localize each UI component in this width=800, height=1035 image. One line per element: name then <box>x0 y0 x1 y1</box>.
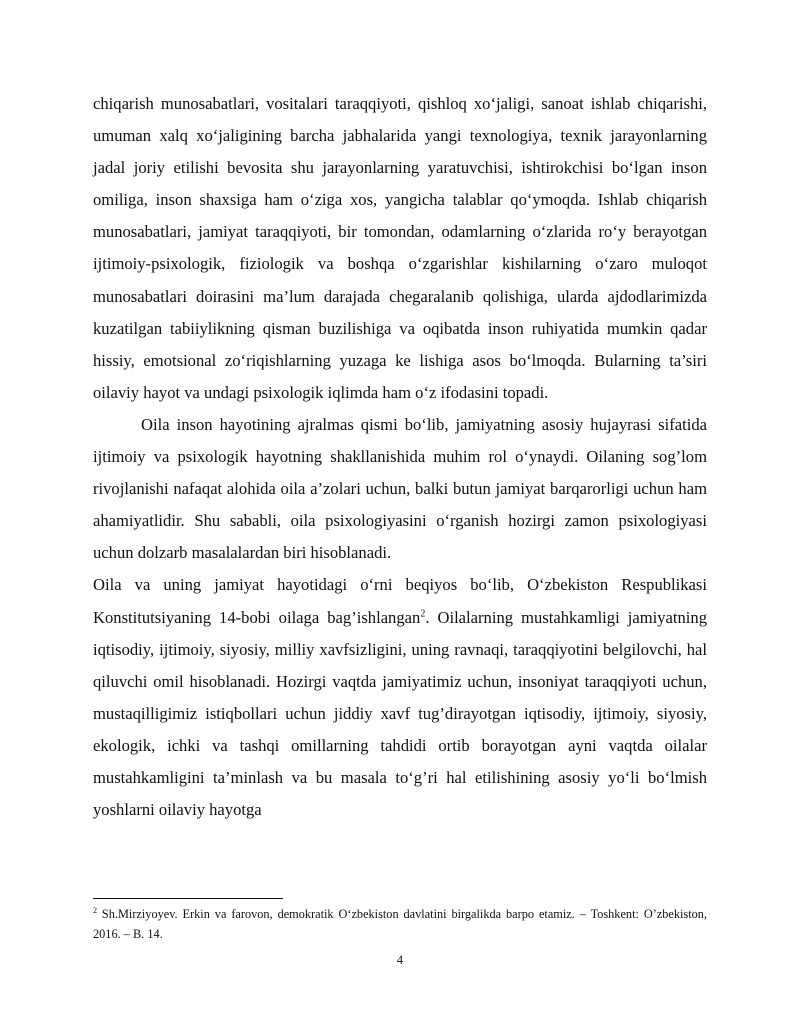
paragraph-constitution <box>93 569 707 826</box>
body-text <box>93 88 707 826</box>
footnote-reference[interactable]: 2 <box>420 607 426 619</box>
paragraph-constitution-text: Oila va uning jamiyat hayotidagi o‘rni beqiyos bo‘lib, O‘zbekiston Respublikasi Konstitutsiyaning 14-bobi oilaga bag’ishlangan <box>93 575 707 627</box>
page-number: 4 <box>396 953 404 967</box>
footnote-separator <box>93 898 283 899</box>
footnote <box>93 905 707 944</box>
paragraph-family-role: Oila inson hayotining ajralmas qismi bo‘lib, jamiyatning asosiy hujayrasi sifatida ijtimoiy va psixologik hayotning shakllanishida muhim rol o‘ynaydi. Oilaning sog’lom rivojlanishi nafaqat alohida oila a’zolari uchun, balki butun jamiyat barqarorligi uchun ham ahamiyatlidir. Shu sababli, oila psixologiyasini o‘rganish hozirgi zamon psixologiyasi uchun dolzarb masalalardan biri hisoblanadi. <box>93 414 707 563</box>
footnote-text: Sh.Mirziyoyev. Erkin va farovon, demokratik O‘zbekiston davlatini birgalikda barpo etamiz. – Toshkent: O’zbekiston, 2016. – B. 14. <box>93 907 707 941</box>
footnote-number: 2 <box>93 905 97 915</box>
paragraph-constitution-text-cont: . Oilalarning mustahkamligi jamiyatning iqtisodiy, ijtimoiy, siyosiy, milliy xavfsizligini, uning ravnaqi, taraqqiyotini belgilovchi, hal qiluvchi omil hisoblanadi. Hozirgi vaqtda jamiyatimiz uchun, insoniyat taraqqiyoti uchun, mustaqilligimiz istiqbollari uchun jiddiy xavf tug’dirayotgan iqtisodiy, ijtimoiy, siyosiy, ekologik, ichki va tashqi omillarning tahdidi ortib borayotgan ayni vaqtda oilalar mustahkamligini ta’minlash va bu masala to‘g’ri hal etilishining asosiy yo‘li bo‘lmish yoshlarni oilaviy hayotga <box>93 607 707 820</box>
paragraph-continuation: chiqarish munosabatlari, vositalari taraqqiyoti, qishloq xo‘jaligi, sanoat ishlab chiqarishi, umuman xalq xo‘jaligining barcha jabhalarida yangi texnologiya, texnik jarayonlarning jadal joriy etilishi bevosita shu jarayonlarning yaratuvchisi, ishtirokchisi bo‘lgan inson omiliga, inson shaxsiga ham o‘ziga xos, yangicha talablar qo‘ymoqda. Ishlab chiqarish munosabatlari, jamiyat taraqqiyoti, bir tomondan, odamlarning o‘zlarida ro‘y berayotgan ijtimoiy-psixologik, fiziologik va boshqa o‘zgarishlar kishilarning o‘zaro muloqot munosabatlari doirasini ma’lum darajada chegaralanib qolishiga, ularda ajdodlarimizda kuzatilgan tabiiylikning qisman buzilishiga va oqibatda inson ruhiyatida mumkin qadar hissiy, emotsional zo‘riqishlarning yuzaga ke lishiga asos bo‘lmoqda. Bularning ta’siri oilaviy hayot va undagi psixologik iqlimda ham o‘z ifodasini topadi. <box>93 94 707 402</box>
